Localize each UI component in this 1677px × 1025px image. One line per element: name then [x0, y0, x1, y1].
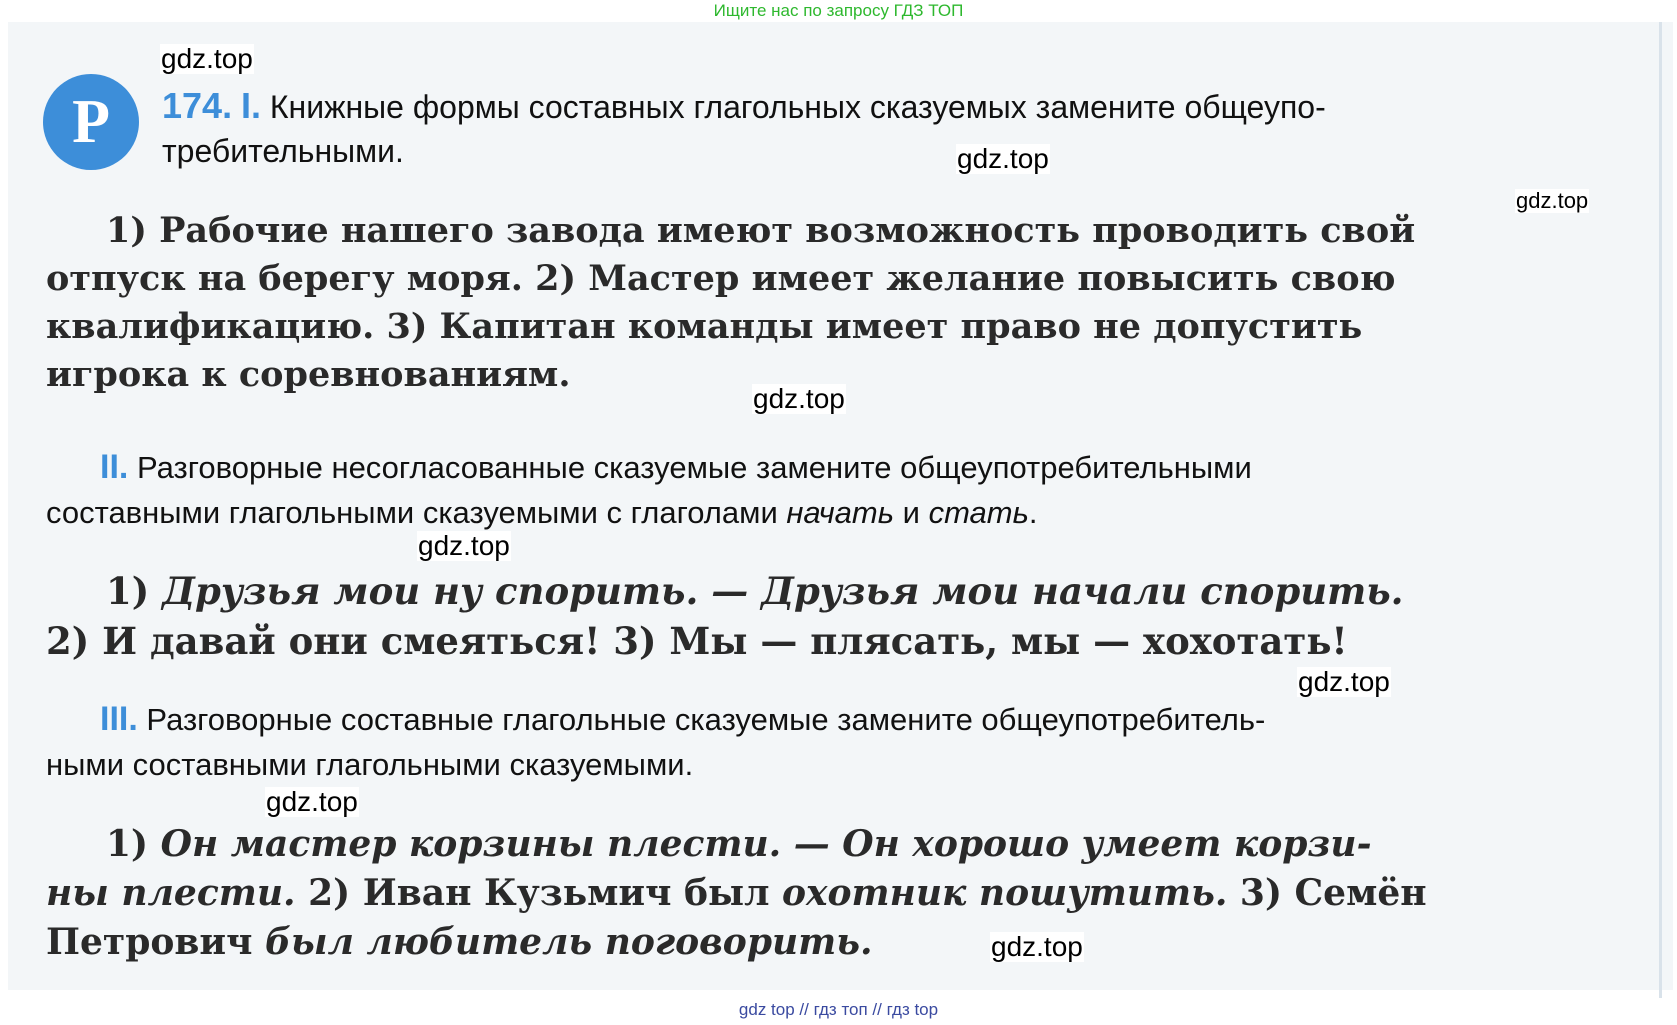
- part3-example-line3-b: был любитель поговорить.: [265, 921, 873, 963]
- watermark: gdz.top: [161, 43, 253, 74]
- part2-example-line1: Друзья мои ну спорить. — Друзья мои начали спорить.: [162, 569, 1404, 613]
- part2-example-num: 1): [106, 569, 163, 613]
- part3-example-line1: Он мастер корзины плести. — Он хорошо умеет корзи-: [160, 823, 1372, 865]
- part2-label: II.: [100, 448, 129, 486]
- part3-example-line3-a: Петрович: [46, 921, 265, 963]
- part1-task: [162, 84, 1632, 173]
- watermark: gdz.top: [418, 530, 510, 561]
- part1-task-line1: Книжные формы составных глагольных сказуемых замените общеупо-: [269, 89, 1326, 125]
- watermark: gdz.top: [1298, 666, 1390, 697]
- exercise-badge: Р: [43, 74, 139, 170]
- part1-example-line3: квалификацию. 3) Капитан команды имеет право не допустить: [46, 306, 1363, 347]
- part1-task-line2: требительными.: [162, 133, 404, 169]
- part2-example-line2: 2) И давай они смеяться! 3) Мы — плясать, мы — хохотать!: [46, 619, 1348, 663]
- part2-task-line2-a: составными глагольными сказуемыми с глаголами: [46, 495, 787, 530]
- part3-task: [46, 697, 1636, 787]
- part3-task-line2: ными составными глагольными сказуемыми.: [46, 747, 694, 782]
- part3-example-line2-b: 2) Иван Кузьмич был: [295, 872, 783, 914]
- part1-example-line1: 1) Рабочие нашего завода имеют возможность проводить свой: [106, 210, 1416, 251]
- part1-examples: [46, 207, 1636, 399]
- verb-nachat: начать: [786, 495, 895, 530]
- part3-example-line2-c: охотник пошутить.: [782, 872, 1228, 914]
- watermark: gdz.top: [957, 143, 1049, 174]
- part3-example-line2-d: 3) Семён: [1227, 872, 1427, 914]
- verb-stat: стать: [928, 495, 1029, 530]
- watermark: gdz.top: [1516, 188, 1589, 213]
- footer-watermark[interactable]: gdz top // гдз топ // гдз top: [0, 998, 1677, 1025]
- part3-example-line2-a: ны плести.: [46, 872, 296, 914]
- exercise-number: 174.: [162, 85, 233, 126]
- part1-example-line2: отпуск на берегу моря. 2) Мастер имеет желание повысить свою: [46, 258, 1396, 299]
- part1-example-line4: игрока к соревнованиям.: [46, 354, 571, 395]
- part3-task-line1: Разговорные составные глагольные сказуемые замените общеупотребитель-: [146, 702, 1266, 737]
- page-edge: [1659, 14, 1662, 1014]
- part2-task: [46, 445, 1636, 535]
- part1-label: I.: [240, 85, 261, 126]
- part2-examples: [46, 566, 1636, 666]
- watermark: gdz.top: [753, 383, 845, 414]
- part3-label: III.: [100, 700, 138, 738]
- watermark: gdz.top: [266, 786, 358, 817]
- part3-example-num: 1): [106, 823, 161, 865]
- part2-task-period: .: [1028, 495, 1038, 530]
- part3-examples: [46, 820, 1636, 967]
- watermark: gdz.top: [991, 931, 1083, 962]
- part2-task-and: и: [894, 495, 929, 530]
- search-banner[interactable]: Ищите нас по запросу ГДЗ ТОП: [0, 0, 1677, 22]
- part2-task-line1: Разговорные несогласованные сказуемые замените общеупотребительными: [136, 450, 1252, 485]
